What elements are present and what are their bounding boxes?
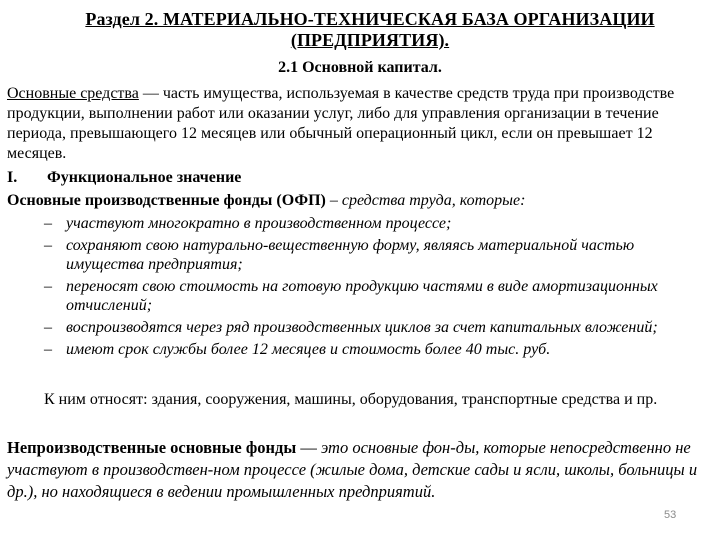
ofp-term: Основные производственные фонды (ОФП)	[7, 192, 326, 209]
ofp-dash: –	[325, 192, 342, 209]
section-number: I.	[7, 169, 18, 186]
ofp-text: средства труда, которые:	[341, 192, 526, 209]
nonproduction-text: это основные фон-ды, которые непосредственно не участвуют в производствен-ном процессе (жилые дома, детские сады и ясли, школы, больницы и др.), но находящиеся в ведении промышленных предприятий.	[7, 438, 698, 501]
bullet-dash: –	[44, 319, 52, 336]
bullet-dash: –	[44, 278, 52, 295]
page-title: Раздел 2. МАТЕРИАЛЬНО-ТЕХНИЧЕСКАЯ БАЗА ОРГАНИЗАЦИИ (ПРЕДПРИЯТИЯ).	[85, 9, 655, 50]
bullet-dash: –	[44, 237, 52, 254]
properties-list	[0, 214, 720, 362]
ofp-definition	[7, 191, 707, 211]
list-item-text: воспроизводятся через ряд производственных циклов за счет капитальных вложений;	[66, 319, 658, 336]
list-item-text: сохраняют свою натурально-вещественную форму, являясь материальной частью имущества предприятия;	[66, 237, 635, 273]
list-item	[0, 318, 711, 337]
nonproduction-term: Непроизводственные основные фонды	[7, 438, 297, 457]
bullet-dash: –	[44, 341, 52, 358]
nonproduction-paragraph	[7, 437, 707, 503]
list-item	[0, 340, 711, 359]
list-item-text: участвуют многократно в производственном процессе;	[66, 215, 452, 232]
page-number: 53	[664, 509, 677, 521]
section-subtitle: 2.1 Основной капитал.	[278, 59, 442, 76]
section-heading	[7, 168, 241, 188]
section-heading-text: Функциональное значение	[47, 169, 242, 186]
refer-to-paragraph: К ним относят: здания, сооружения, машины, оборудования, транспортные средства и пр.	[44, 391, 658, 408]
bullet-dash: –	[44, 215, 52, 232]
list-item-text: имеют срок службы более 12 месяцев и стоимость более 40 тыс. руб.	[66, 341, 551, 358]
nonproduction-dash: —	[296, 438, 321, 457]
list-item-text: переносят свою стоимость на готовую продукцию частями в виде амортизационных отчислений;	[66, 278, 658, 314]
list-item	[0, 236, 711, 274]
definition-term: Основные средства	[7, 85, 139, 102]
definition-text: — часть имущества, используемая в качестве средств труда при производстве продукции, выполнении работ или оказании услуг, либо для управления организации в течение периода, превышающего 12 месяцев или обычный операционный цикл, если он превышает 12 месяцев.	[7, 85, 675, 162]
definition-paragraph	[7, 84, 707, 164]
list-item	[0, 277, 711, 315]
list-item	[0, 214, 711, 233]
